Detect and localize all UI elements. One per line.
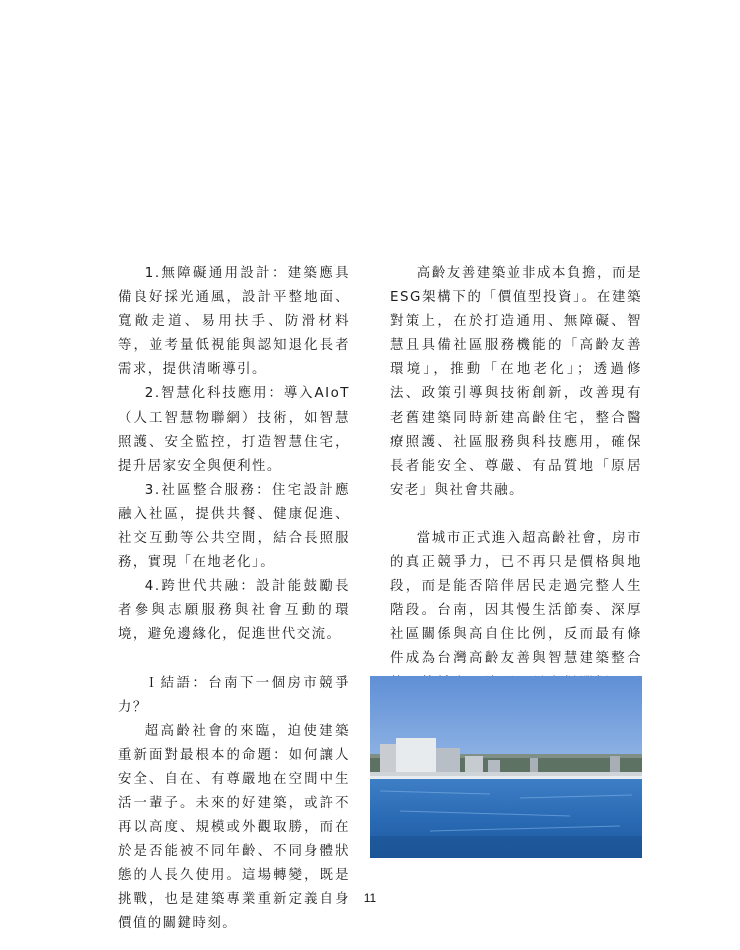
rooftop-pool-photo (370, 676, 642, 858)
right-paragraph-2: 當城市正式進入超高齡社會，房市的真正競爭力，已不再只是價格與地段，而是能否陪伴居民走過完整人生階段。台南，因其慢生活節奏、深厚社區關係與高自住比例，反而最有條件成為台灣高齡友善與智慧建築整合 (390, 530, 642, 667)
item-2: 2.智慧化科技應用：導入AIoT（人工智慧物聯網）技術，如智慧照護、安全監控，打造智慧住宅，提升居家安全與便利性。 (118, 386, 350, 474)
right-column (390, 262, 642, 720)
conclusion-heading: Ｉ結語：台南下一個房市競爭力？ (118, 675, 350, 715)
left-column (118, 262, 350, 937)
item-1: 1.無障礙通用設計：建築應具備良好採光通風，設計平整地面、寬敞走道、易用扶手、防滑材料等，並考量低視能與認知退化長者需求，提供清晰導引。 (118, 266, 350, 378)
page-number: 11 (363, 891, 377, 905)
item-3: 3.社區整合服務：住宅設計應融入社區，提供共餐、健康促進、社交互動等公共空間，結合長照服務，實現「在地老化」。 (118, 482, 350, 571)
right-paragraph-1: 高齡友善建築並非成本負擔，而是ESG架構下的「價值型投資」。在建築對策上，在於打造通用、無障礙、智慧且具備社區服務機能的「高齡友善環境」，推動「在地老化」；透過修法、政策引導與技術創新，改善現有老舊建築同時新建高齡住宅，整合醫療照護、社區服務與科技應用，確保長者能安全、尊嚴、有品質地「原居安老」與社會共融。 (390, 266, 642, 498)
item-4: 4.跨世代共融：設計能鼓勵長者參與志願服務與社會互動的環境，避免邊緣化，促進世代交流。 (118, 579, 350, 643)
conclusion-body: 超高齡社會的來臨，迫使建築重新面對最根本的命題：如何讓人安全、自在、有尊嚴地在空間中生活一輩子。未來的好建築，或許不再以高度、規模或外觀取勝，而在於是否能被不同年齡、不同身體狀態的人長久使用。這場轉變，既是挑戰，也是建築專業重新定義自身價值的關鍵時刻。 (118, 723, 350, 932)
